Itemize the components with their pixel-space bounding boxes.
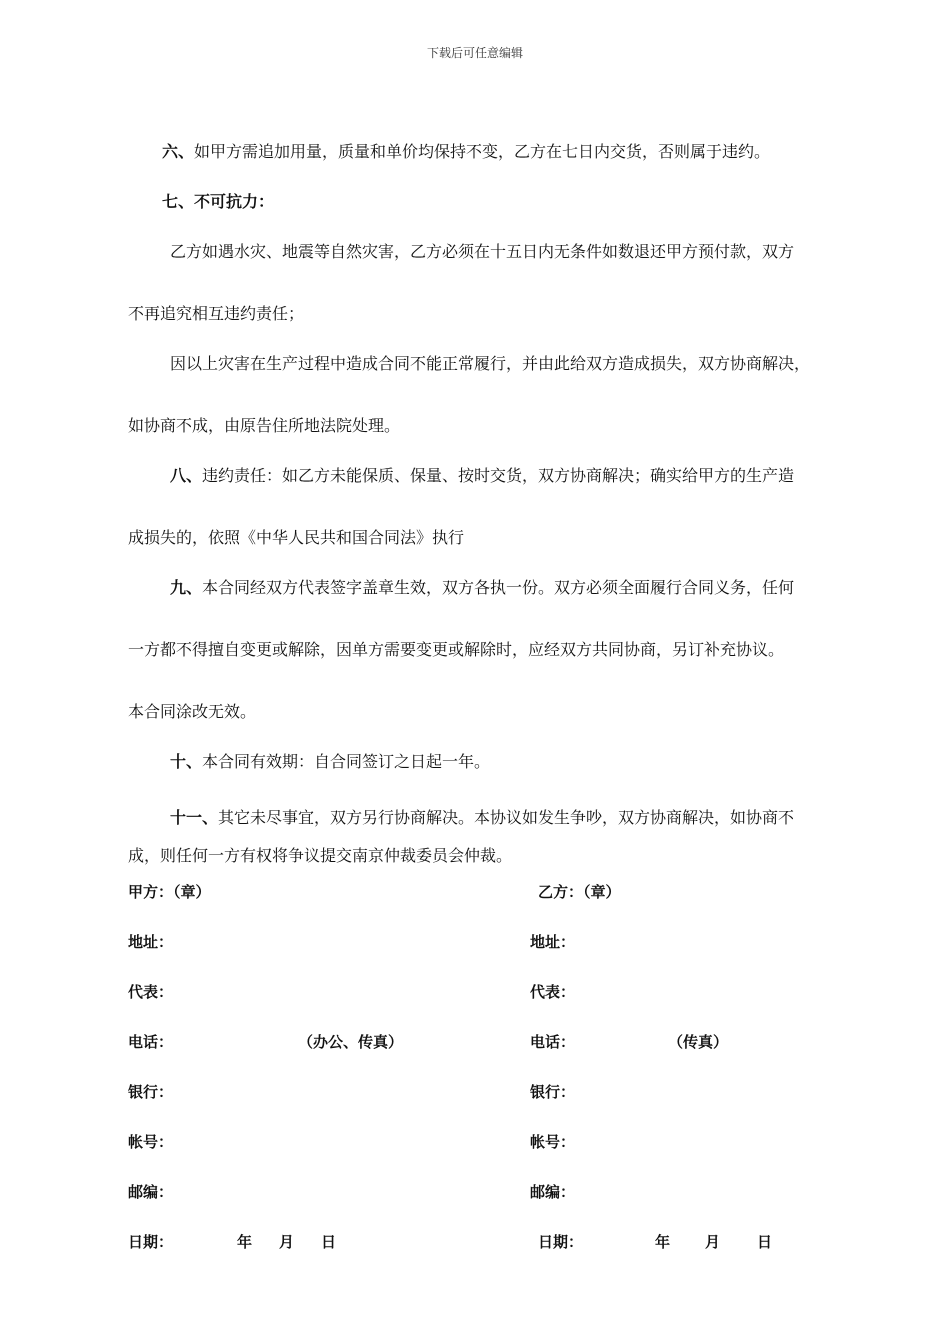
party-b-date-label: 日期： (538, 1233, 584, 1251)
clause-11-line2: 成，则任何一方有权将争议提交南京仲裁委员会仲裁。 (128, 846, 513, 865)
party-b-postcode-label: 邮编： (530, 1183, 576, 1201)
party-a-date-year: 年 (237, 1233, 253, 1251)
clause-7-p2-line2: 如协商不成，由原告住所地法院处理。 (128, 416, 401, 435)
party-a-date-month: 月 (279, 1233, 295, 1251)
party-b-date-day: 日 (757, 1233, 773, 1251)
clause-11-text: 其它未尽事宜，双方另行协商解决。本协议如发生争吵，双方协商解决，如协商不 (218, 808, 795, 827)
party-a-phone-label: 电话： (128, 1033, 174, 1051)
clause-9-line1 (170, 578, 794, 598)
clause-6 (162, 142, 770, 162)
clause-6-text: 如甲方需追加用量，质量和单价均保持不变，乙方在七日内交货，否则属于违约。 (194, 142, 771, 161)
clause-10-number: 十、 (170, 752, 203, 771)
party-b-phone-label: 电话： (530, 1033, 576, 1051)
party-b-account-label: 帐号： (530, 1133, 576, 1151)
party-b-address-label: 地址： (530, 933, 576, 951)
party-a-date-label: 日期： (128, 1233, 174, 1251)
clause-7-p1-line2: 不再追究相互违约责任； (128, 304, 305, 323)
clause-10-text: 本合同有效期：自合同签订之日起一年。 (202, 752, 491, 771)
clause-7-title: 七、不可抗力： (162, 192, 275, 211)
party-b-phone-note: （传真） (668, 1033, 729, 1051)
clause-9-line3: 本合同涂改无效。 (128, 702, 257, 721)
party-b-name: 乙方：（章） (538, 883, 621, 901)
party-a-rep-label: 代表： (128, 983, 174, 1001)
clause-8-text: 违约责任：如乙方未能保质、保量、按时交货，双方协商解决；确实给甲方的生产造 (202, 466, 795, 485)
clause-8-line2: 成损失的，依照《中华人民共和国合同法》执行 (128, 528, 465, 547)
clause-7-p1-line1: 乙方如遇水灾、地震等自然灾害，乙方必须在十五日内无条件如数退还甲方预付款，双方 (170, 242, 795, 261)
clause-6-number: 六、 (162, 142, 195, 161)
party-a-address-label: 地址： (128, 933, 174, 951)
party-a-name: 甲方：（章） (128, 883, 211, 901)
clause-11-line1 (170, 808, 794, 828)
clause-8-line1 (170, 466, 794, 486)
clause-9-number: 九、 (170, 578, 203, 597)
party-a-bank-label: 银行： (128, 1083, 174, 1101)
clause-11-number: 十一、 (170, 808, 219, 827)
party-a-postcode-label: 邮编： (128, 1183, 174, 1201)
clause-9-text: 本合同经双方代表签字盖章生效，双方各执一份。双方必须全面履行合同义务，任何 (202, 578, 795, 597)
party-a-phone-note: （办公、传真） (298, 1033, 404, 1051)
clause-7-p2-line1: 因以上灾害在生产过程中造成合同不能正常履行，并由此给双方造成损失，双方协商解决， (170, 354, 811, 373)
clause-9-line2: 一方都不得擅自变更或解除，因单方需要变更或解除时，应经双方共同协商，另订补充协议。 (128, 640, 785, 659)
party-b-date-year: 年 (655, 1233, 671, 1251)
party-b-date-month: 月 (705, 1233, 721, 1251)
party-a-date-day: 日 (321, 1233, 337, 1251)
clause-10 (170, 752, 490, 772)
clause-8-number: 八、 (170, 466, 203, 485)
page-header: 下载后可任意编辑 (426, 46, 523, 60)
party-b-bank-label: 银行： (530, 1083, 576, 1101)
party-b-rep-label: 代表： (530, 983, 576, 1001)
party-a-account-label: 帐号： (128, 1133, 174, 1151)
